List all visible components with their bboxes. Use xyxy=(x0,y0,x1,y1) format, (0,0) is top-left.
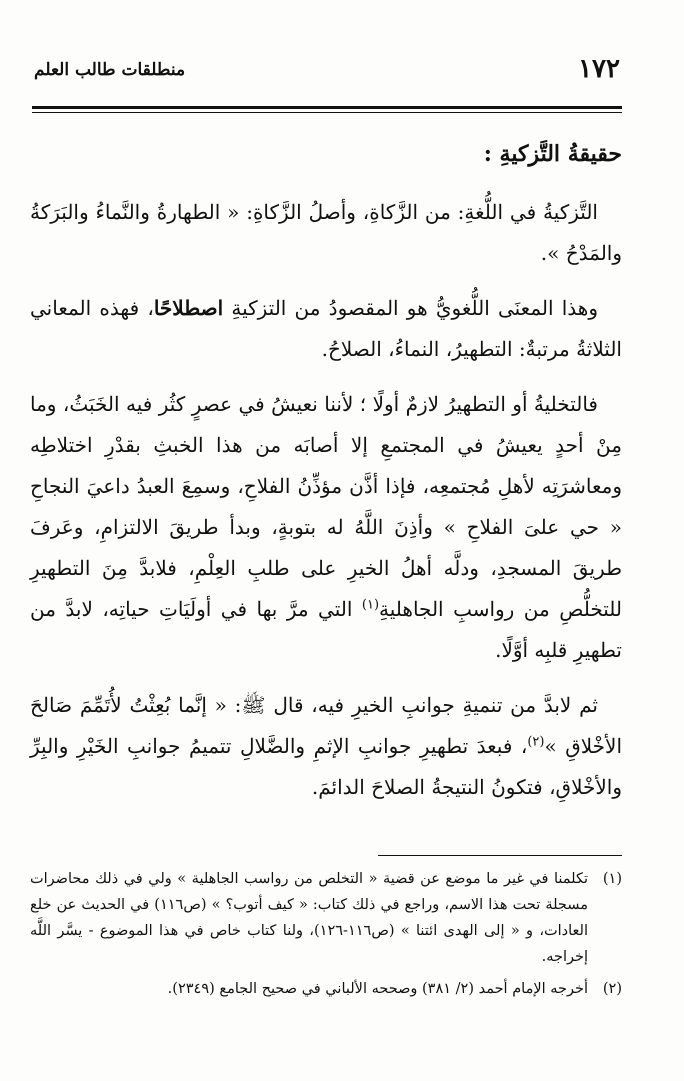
term-emphasis: اصطلاحًا xyxy=(153,296,224,320)
footnote-2 xyxy=(30,976,622,1002)
page-header xyxy=(34,52,620,92)
header-rule-thick xyxy=(32,106,622,109)
footnote-number: (٢) xyxy=(602,981,622,997)
paragraph-text: التي مرَّ بها في أولَيَاتِ حياتِه، لابدَّ من تطهيرِ قلبِه أوَّلًا. xyxy=(30,597,622,662)
paragraph-text: التَّزكيةُ في اللُّغةِ: من الزَّكاةِ، وأصلُ الزَّكاةِ: « الطهارةُ والنَّماءُ والبَرَكةُ والمَدْحُ ». xyxy=(30,200,622,265)
footnote-reference-1[interactable]: (١) xyxy=(361,597,380,613)
main-text xyxy=(30,128,622,822)
header-rule-thin xyxy=(32,112,622,113)
footnote-text: تكلمنا في غير ما موضع عن قضية « التخلص من رواسب الجاهلية » ولي في ذلك محاضرات مسجلة تحت هذا الاسم، وراجع في ذلك كتاب: « كيف أتوب؟ » (ص١١٦) في الحديث عن خلع العادات، و « إلى الهدى ائتنا » (ص١١٦-١٢٦)، ولنا كتاب خاص في هذا الموضوع - يسَّر اللَّه إخراجه. xyxy=(30,871,589,965)
section-title: حقيقةُ التَّزكيةِ : xyxy=(483,141,622,167)
footnote-number: (١) xyxy=(602,871,622,887)
footnote-reference-2[interactable]: (٢) xyxy=(527,734,545,750)
paragraph-purification xyxy=(30,384,622,671)
footnote-1 xyxy=(30,866,622,970)
paragraph-text: فالتخليةُ أو التطهيرُ لازمٌ أولًا ؛ لأننا نعيشُ في عصرٍ كثُر فيه الخَبَثُ، وما مِنْ أحدٍ يعيشُ في المجتمعِ إلا أصابَه من هذا الخبثِ بقدْرِ اختلاطِه ومعاشرَتِه لأهلِ مُجتمعِه، فإذا أذَّن مؤذِّنُ الفلاحِ، وسمِعَ العبدُ داعيَ النجاحِ « حي علىَ الفلاحِ » وأذِنَ اللَّهُ له بتوبةٍ، وبدأ طريقَ الالتزامِ، وعَرفَ طريقَ المسجدِ، ودلَّه أهلُ الخيرِ على طلبِ العِلْمِ، فلابدَّ مِنَ التطهيرِ للتخلُّصِ من رواسبِ الجاهليةِ xyxy=(30,392,622,621)
paragraph-text: ثم لابدَّ من تنميةِ جوانبِ الخيرِ فيه، قال ﷺ: « إنَّما بُعِثْتُ لأُتَمِّمَ صَالحَ الأخْلاقِ » xyxy=(30,693,622,758)
paragraph-text: ، فهذه المعاني الثلاثةُ مرتبةٌ: التطهيرُ، النماءُ، الصلاحُ. xyxy=(30,296,622,361)
page-number: ١٧٢ xyxy=(578,54,620,84)
paragraph-linguistic xyxy=(30,192,622,274)
paragraph-terminology xyxy=(30,288,622,370)
footnote-text: أخرجه الإمام أحمد (٢/ ٣٨١) وصححه الألباني في صحيح الجامع (٢٣٤٩). xyxy=(167,981,588,997)
paragraph-text: ، فبعدَ تطهيرِ جوانبِ الإثمِ والضَّلالِ تتميمُ جوانبِ الخَيْرِ والبِرِّ والأخْلاقِ، فتكونُ النتيجةُ الصلاحَ الدائمَ. xyxy=(30,734,622,799)
footnote-separator xyxy=(378,855,622,856)
paragraph-text: وهذا المعنَى اللُّغويُّ هو المقصودُ من التزكيةِ xyxy=(223,296,599,320)
footnotes xyxy=(30,866,622,1008)
paragraph-growth xyxy=(30,685,622,808)
running-title: منطلقات طالب العلم xyxy=(34,60,186,80)
